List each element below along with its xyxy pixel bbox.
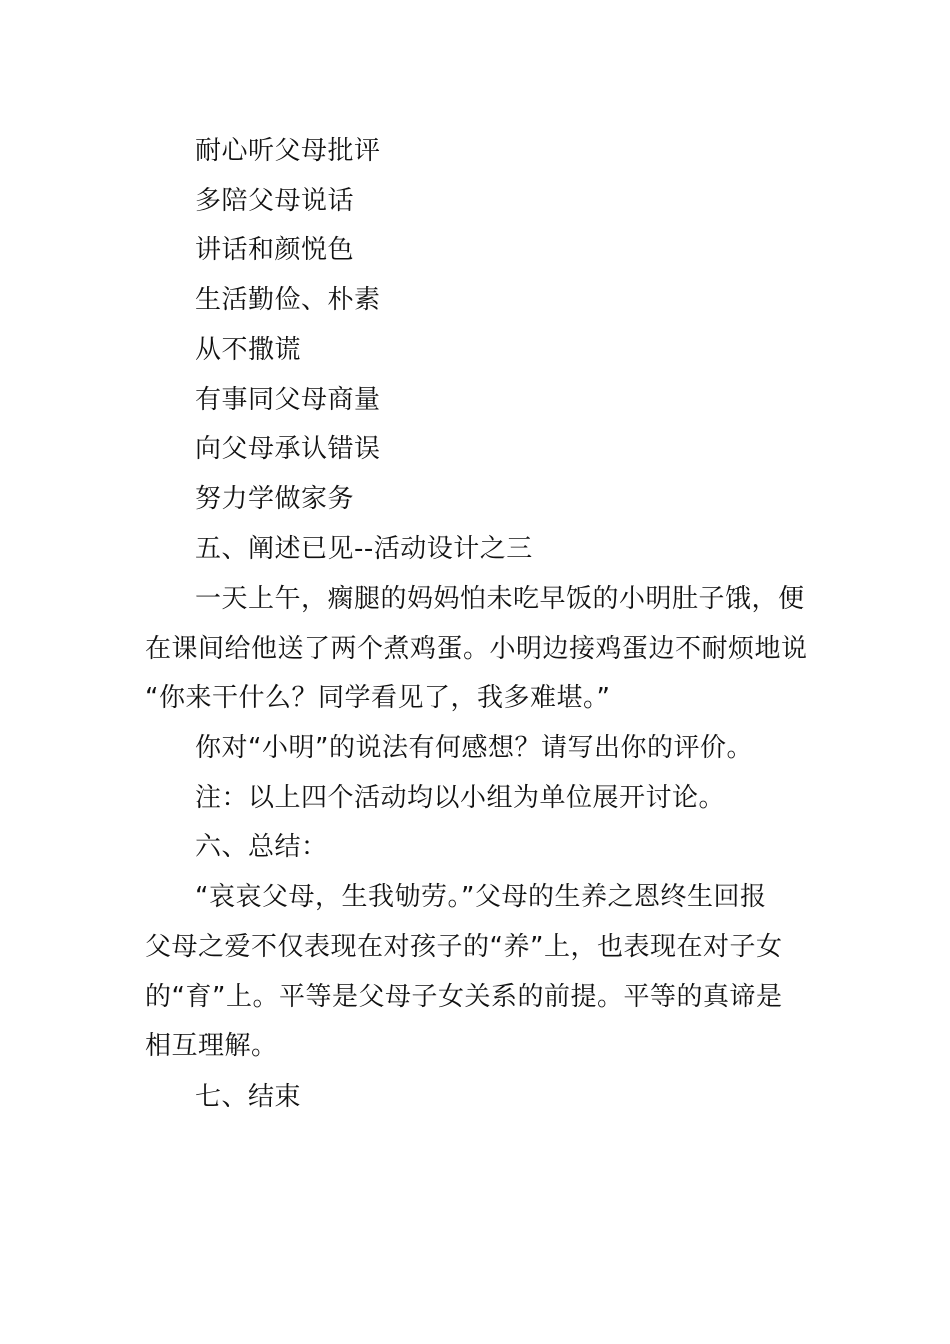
summary-line-1: “哀哀父母，生我劬劳。”父母的生养之恩终生回报 — [195, 882, 767, 912]
section-6-heading: 六、总结： — [195, 832, 328, 862]
list-item: 努力学做家务 — [195, 484, 355, 514]
list-item: 讲话和颜悦色 — [195, 235, 355, 265]
list-item: 从不撒谎 — [195, 335, 302, 365]
summary-line-2: 父母之爱不仅表现在对孩子的“养”上，也表现在对子女 — [145, 932, 783, 962]
question-text: 你对“小明”的说法有何感想？请写出你的评价。 — [195, 733, 753, 763]
summary-line-3: 的“育”上。平等是父母子女关系的前提。平等的真谛是 — [145, 982, 783, 1012]
list-item: 耐心听父母批评 — [195, 136, 381, 166]
section-5-heading: 五、阐述已见--活动设计之三 — [195, 534, 533, 564]
list-item: 多陪父母说话 — [195, 186, 355, 216]
story-line-2: 在课间给他送了两个煮鸡蛋。小明边接鸡蛋边不耐烦地说 — [145, 634, 808, 664]
summary-line-4: 相互理解。 — [145, 1031, 278, 1061]
story-line-1: 一天上午，瘸腿的妈妈怕未吃早饭的小明肚子饿，便 — [195, 584, 805, 614]
list-item: 有事同父母商量 — [195, 385, 381, 415]
list-item: 生活勤俭、朴素 — [195, 285, 381, 315]
note-text: 注：以上四个活动均以小组为单位展开讨论。 — [195, 783, 726, 813]
list-item: 向父母承认错误 — [195, 434, 381, 464]
section-7-heading: 七、结束 — [195, 1082, 302, 1112]
story-line-3: “你来干什么？同学看见了，我多难堪。” — [145, 683, 611, 713]
